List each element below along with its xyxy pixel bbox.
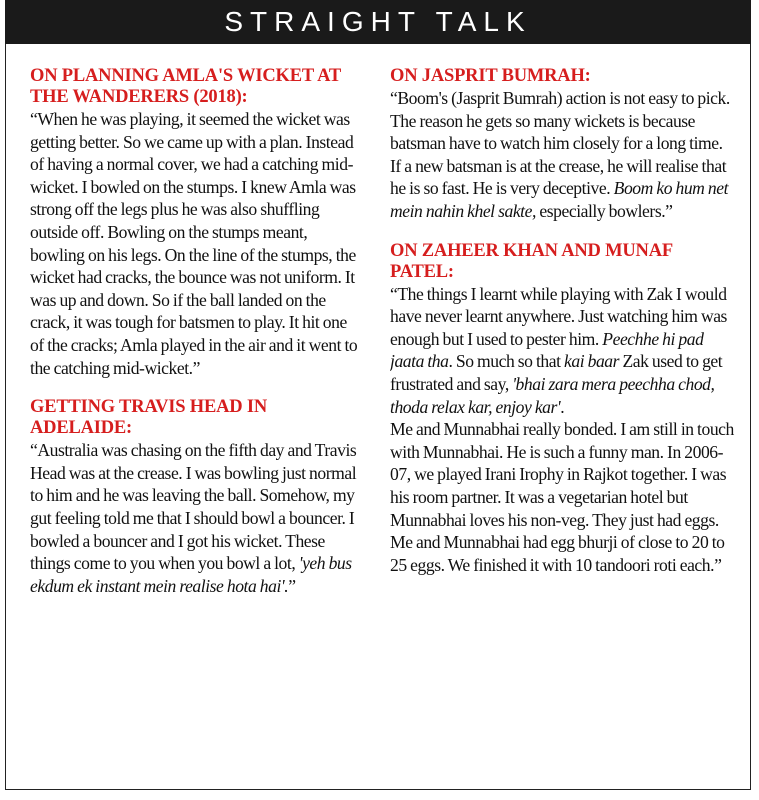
header-banner <box>5 0 751 44</box>
section-body-paragraph-2: Me and Munnabhai really bonded. I am still in touch with Munnabhai. He is such a funny man. In 2006-07, we played Irani Irophy in Rajkot together. I was his room partner. It was a vegetarian hotel but Munnabhai loves his non-veg. They just had eggs. Me and Munnabhai had egg bhurji of close to 20 to 25 eggs. We finished it with 10 tandoori roti each.” <box>390 419 734 575</box>
body-italic: 'bhai zara mera peechha chod, thoda relax kar, enjoy kar' <box>390 373 715 417</box>
body-text: “The things I learnt while playing with Zak I would have never learnt anywhere. Just watching him was enough but I used to pester him. <box>390 283 727 349</box>
section-body <box>390 87 735 223</box>
section-zaheer-munaf <box>390 241 735 577</box>
right-column <box>390 66 735 594</box>
body-italic: Peechhe hi pad jaata tha <box>390 328 704 372</box>
section-body <box>30 439 363 597</box>
body-text: Zak used to get frustrated and say, <box>390 351 723 394</box>
section-body: “When he was playing, it seemed the wicket was getting better. So we came up with a plan. Instead of having a normal cover, we had a catching mid-wicket. I bowled on the stumps. I knew Amla was strong off the legs plus he was also shuffling outside off. Bowling on the stumps meant, bowling on his legs. On the line of the stumps, the wicket had cracks, the bounce was not uniform. It was up and down. So if the ball landed on the crack, it was tough for batsmen to play. It hit one of the cracks; Amla played in the air and it went to the catching mid-wicket.” <box>30 109 358 378</box>
body-text: “Boom's (Jasprit Bumrah) action is not easy to pick. The reason he gets so many wickets is because batsman have to watch him closely for a long time. If a new batsman is at the crease, he will realise that he is so fast. He is very deceptive. <box>390 88 730 199</box>
section-body <box>390 283 735 419</box>
body-text: ” <box>288 575 296 596</box>
body-italic: Boom ko hum net mein nahin khel sakte, <box>390 178 729 221</box>
section-bumrah <box>390 66 735 223</box>
body-text: especially bowlers.” <box>539 200 673 221</box>
section-heading: ON ZAHEER KHAN AND MUNAF PATEL: <box>390 240 673 282</box>
body-italic: kai baar <box>564 351 620 372</box>
section-amla <box>30 66 363 379</box>
body-text: “Australia was chasing on the fifth day and Travis Head was at the crease. I was bowling just normal to him and he was leaving the ball. Somehow, my gut feeling told me that I should bowl a bouncer. I bowled a bouncer and I got his wicket. These things come to you when you bowl a lot, <box>30 440 357 574</box>
section-travis-head <box>30 397 363 597</box>
section-heading: ON PLANNING AMLA'S WICKET AT THE WANDERERS (2018): <box>30 66 341 107</box>
section-heading: GETTING TRAVIS HEAD IN ADELAIDE: <box>30 397 268 439</box>
body-italic: 'yeh bus ekdum ek instant mein realise hota hai'. <box>30 553 352 596</box>
body-text: . <box>560 396 565 417</box>
banner-title: STRAIGHT TALK <box>224 6 532 37</box>
section-heading: ON JASPRIT BUMRAH: <box>390 66 591 86</box>
left-column <box>30 66 363 615</box>
body-text: . So much so that <box>448 351 561 372</box>
